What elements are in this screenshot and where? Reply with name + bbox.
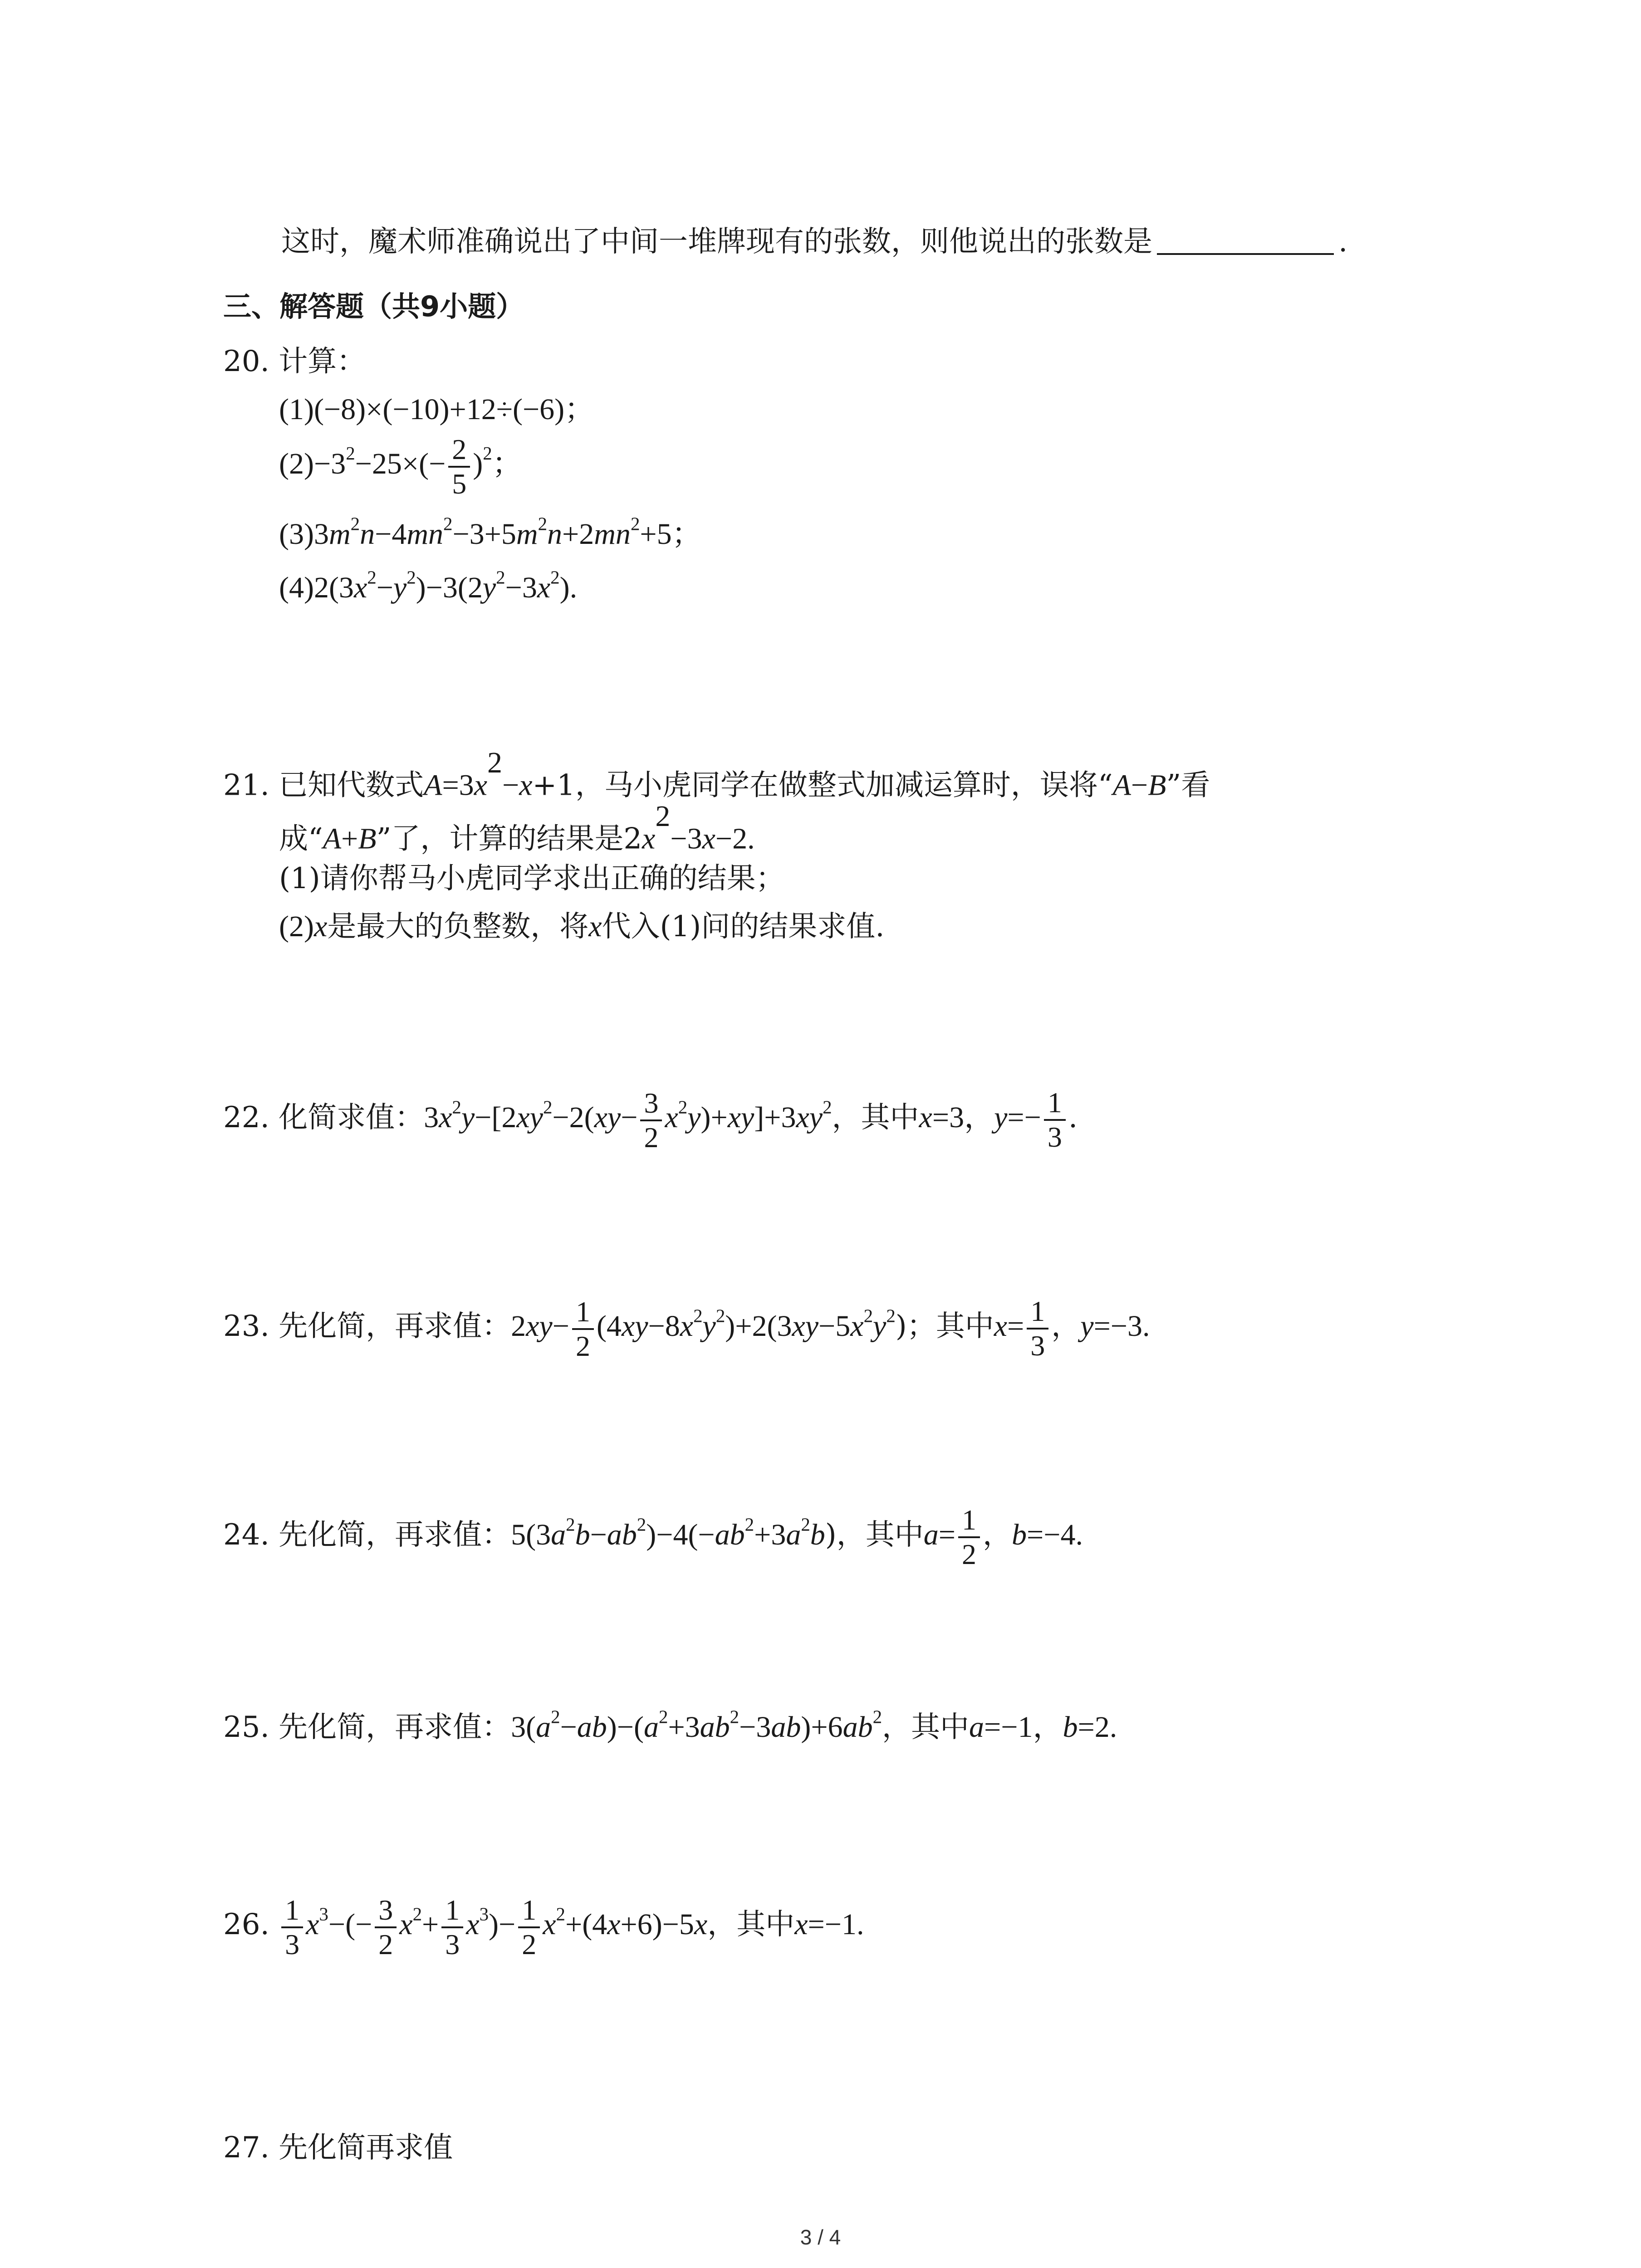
page-number: 3 / 4 — [800, 2225, 841, 2249]
question-number: 26. — [223, 1907, 269, 1941]
question-21: 21. 已知代数式$A=3x^2-x+1$，马小虎同学在做整式加减运算时，误将“A−B”看 — [223, 746, 1210, 802]
question-stem: 先化简再求值 — [279, 2131, 453, 2165]
section-title: 三、解答题（共9小题） — [223, 290, 524, 323]
question-24: 24. 先化简，再求值：$5(3a^2b-ab^2)-4(-ab^2+3a^2b)$，其中a= $\frac{1}{2}$ ，b=−4. — [223, 1504, 1083, 1570]
fraction: $\frac{1}{2}$ — [572, 1295, 594, 1362]
q20-part-3: $(3)3m^2n-4mn^2-3+5m^2n+2mn^2+5$； — [279, 513, 702, 551]
fraction: $\frac{1}{3}$ — [281, 1894, 303, 1960]
fraction: $\frac{1}{2}$ — [958, 1504, 980, 1570]
question-number: 20. — [223, 345, 269, 378]
fraction: $\frac{2}{5}$ — [448, 433, 470, 500]
fraction: $\frac{1}{2}$ — [518, 1894, 540, 1960]
question-number: 23. — [223, 1310, 269, 1344]
question-stem: 计算： — [279, 345, 366, 378]
intro-line: 这时，魔术师准确说出了中间一堆牌现有的张数，则他说出的张数是 . — [281, 225, 1348, 259]
q21-line-2: 成“A+B”了，计算的结果是$2x^2-3x-2$. — [279, 800, 755, 856]
answer-blank[interactable] — [1157, 226, 1334, 255]
question-27 — [223, 2131, 453, 2165]
fraction: $\frac{1}{3}$ — [1044, 1086, 1066, 1153]
q20-part-1: (1)(−8)×(−10)+12÷(−6)； — [279, 393, 595, 426]
question-number: 21. — [223, 768, 269, 802]
fraction: $\frac{1}{3}$ — [441, 1894, 463, 1960]
q21-part-1: (1)请你帮马小虎同学求出正确的结果； — [279, 862, 785, 895]
question-number: 22. — [223, 1101, 269, 1135]
fraction: $\frac{1}{3}$ — [1027, 1295, 1048, 1362]
question-22: 22. 化简求值：$3x^2y-[2xy^2-2(xy-$ $\frac{3}{2}$ $x^2y)+xy]+3xy^2$，其中x=3，y=− $\frac{1}{3}$ . — [223, 1086, 1078, 1154]
fraction: $\frac{3}{2}$ — [375, 1894, 397, 1960]
q20-part-2: $(2)-3^2-25\times(-$ $\frac{2}{5}$ )$^2$； — [279, 433, 522, 500]
question-number: 25. — [223, 1711, 269, 1744]
question-number: 24. — [223, 1518, 269, 1552]
question-number: 27. — [223, 2131, 269, 2165]
question-20 — [223, 347, 366, 376]
question-26: 26. $\frac{1}{3}$ $x^3-(-$ $\frac{3}{2}$ $x^2+$ $\frac{1}{3}$ $x^3)-$ $\frac{1}{2}$ $x^2+(4x+6)-5x$，其中x=−1. — [223, 1894, 864, 1960]
question-25: 25. 先化简，再求值：$3(a^2-ab)-(a^2+3ab^2-3ab)+6ab^2$，其中a=−1，b=2. — [223, 1706, 1117, 1744]
fraction: $\frac{3}{2}$ — [640, 1087, 662, 1154]
question-23: 23. 先化简，再求值：2xy− $\frac{1}{2}$ $(4xy-8x^2y^2)+2(3xy-5x^2y^2)$；其中x= $\frac{1}{3}$ ，y=−3. — [223, 1295, 1150, 1363]
q20-part-4: $(4)2(3x^2-y^2)-3(2y^2-3x^2)$. — [279, 567, 578, 604]
q21-part-2: (2)x是最大的负整数，将x代入(1)问的结果求值. — [279, 910, 885, 943]
intro-text: 这时，魔术师准确说出了中间一堆牌现有的张数，则他说出的张数是 — [281, 225, 1152, 259]
